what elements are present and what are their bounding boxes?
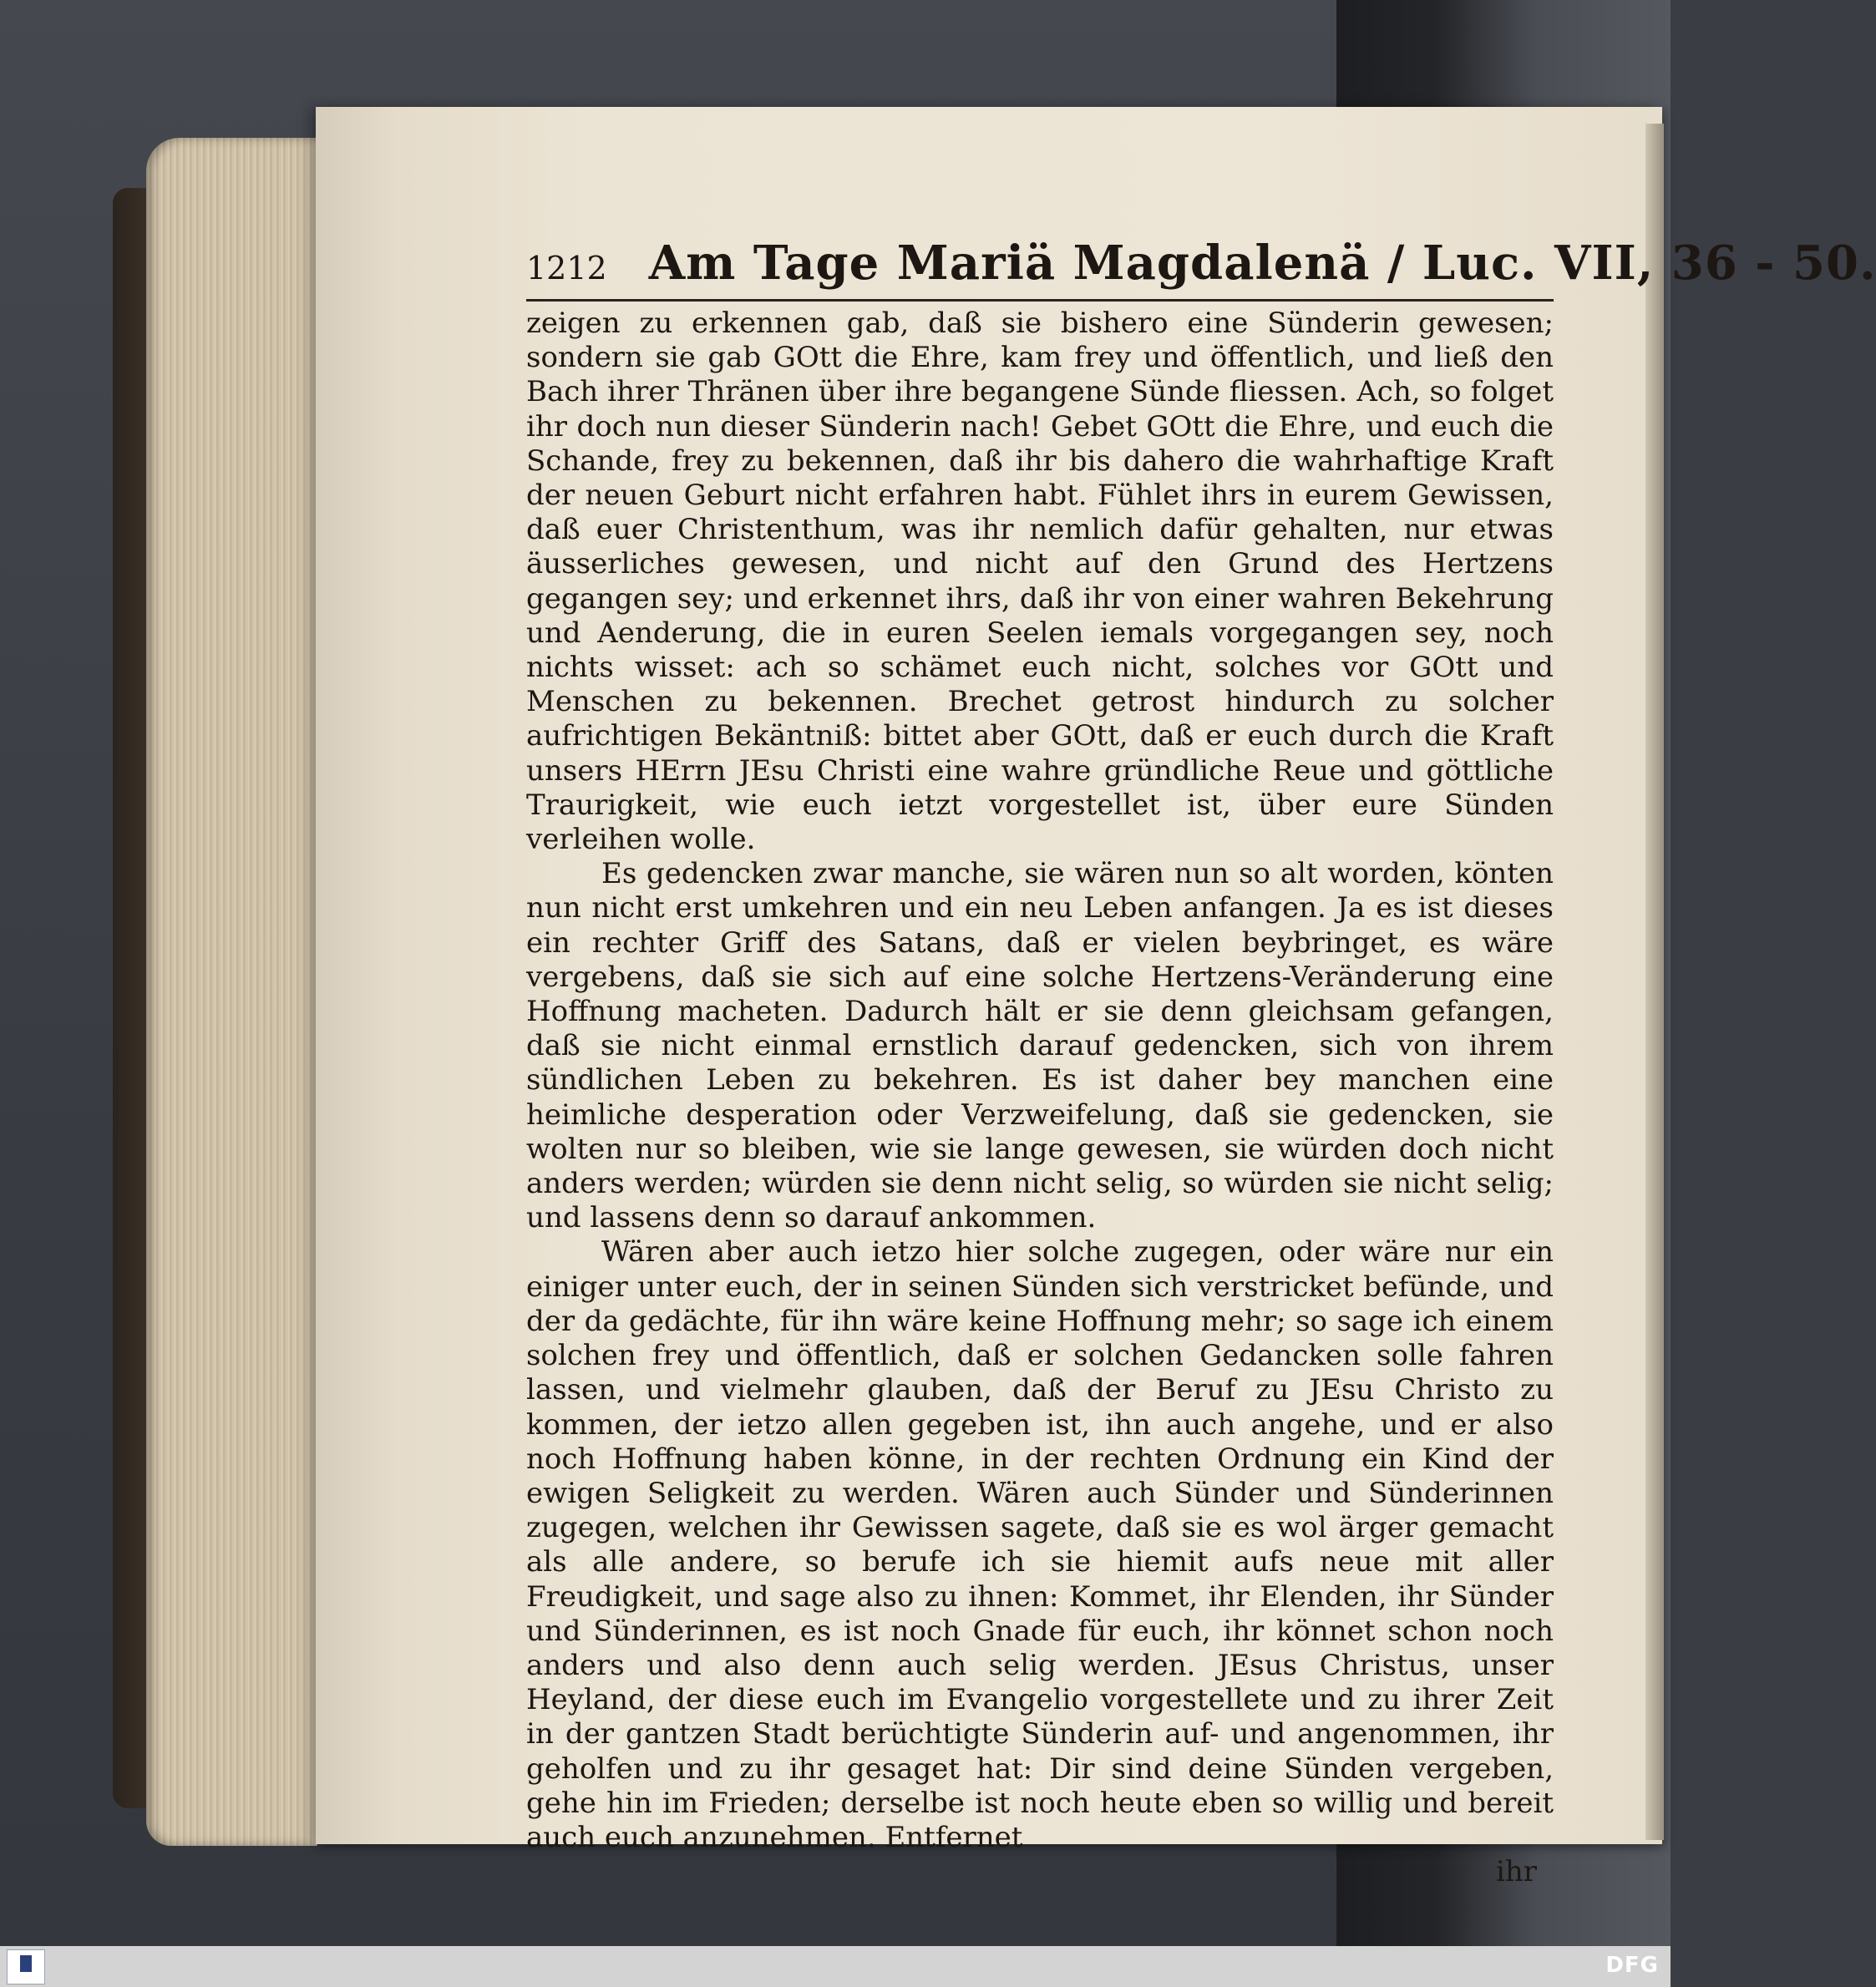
library-logo-icon[interactable] — [7, 1949, 45, 1984]
header-rule — [526, 299, 1554, 302]
paragraph: Wären aber auch ietzo hier solche zugegen, oder wäre nur ein einiger unter euch, der in seinen Sünden sich verstricket befünde, und der da gedächte, für ihn wäre keine Hoffnung mehr; so sage ich einem solchen frey und öffentlich, daß er solchen Gedancken solle fahren lassen, und vielmehr glauben, daß der Beruf zu JEsu Christo zu kommen, der ietzo allen gegeben ist, ihn auch angehe, und er also noch Hoffnung haben könne, in der rechten Ordnung ein Kind der ewigen Seligkeit zu werden. Wären auch Sünder und Sünderinnen zugegen, welchen ihr Gewissen sagete, daß sie es wol ärger gemacht als alle andere, so berufe ich sie hiemit aufs neue mit aller Freudigkeit, und sage also zu ihnen: Kommet, ihr Elenden, ihr Sünder und Sünderinnen, es ist noch Gnade für euch, ihr könnet schon noch anders und also denn auch selig werden. JEsus Christus, unser Heyland, der diese euch im Evangelio vorgestellete und zu ihrer Zeit in der gantzen Stadt berüchtigte Sünderin auf- und angenommen, ihr geholfen und zu ihr gesaget hat: Dir sind deine Sünden vergeben, gehe hin im Frieden; derselbe ist noch heute eben so willig und bereit auch euch anzunehmen. Entfernet — [526, 1235, 1554, 1854]
page-header — [526, 236, 1876, 296]
library-logo-mark — [20, 1955, 32, 1972]
running-head: Am Tage Mariä Magdalenä / Luc. VII, 36 - 50. — [648, 236, 1876, 291]
page-stack-edge — [146, 138, 317, 1846]
page-text-block — [526, 236, 1876, 1889]
page-gutter — [1645, 124, 1664, 1840]
viewer-footer — [0, 1946, 1671, 1987]
body-text — [526, 307, 1554, 1855]
page-number: 1212 — [526, 250, 607, 286]
paragraph: zeigen zu erkennen gab, daß sie bishero eine Sünderin gewesen; sondern sie gab GOtt die Ehre, kam frey und öffentlich, und ließ den Bach ihrer Thränen über ihre begangene Sünde fliessen. Ach, so folget ihr doch nun dieser Sünderin nach! Gebet GOtt die Ehre, und euch die Schande, frey zu bekennen, daß ihr bis dahero die wahrhaftige Kraft der neuen Geburt nicht erfahren habt. Fühlet ihrs in eurem Gewissen, daß euer Christenthum, was ihr nemlich dafür gehalten, nur etwas äusserliches gewesen, und nicht auf den Grund des Hertzens gegangen sey; und erkennet ihrs, daß ihr von einer wahren Bekehrung und Aenderung, die in euren Seelen iemals vorgegangen sey, noch nichts wisset: ach so schämet euch nicht, solches vor GOtt und Menschen zu bekennen. Brechet getrost hindurch zu solcher aufrichtigen Bekäntniß: bittet aber GOtt, daß er euch durch die Kraft unsers HErrn JEsu Christi eine wahre gründliche Reue und göttliche Traurigkeit, wie euch ietzt vorgestellet ist, über eure Sünden verleihen wolle. — [526, 307, 1554, 857]
dfg-logo[interactable]: DFG — [1605, 1953, 1659, 1978]
catchword: ihr — [1495, 1855, 1537, 1889]
paragraph: Es gedencken zwar manche, sie wären nun so alt worden, könten nun nicht erst umkehren und ein neu Leben anfangen. Ja es ist dieses ein rechter Griff des Satans, daß er vielen beybringet, es wäre vergebens, daß sie sich auf eine solche Hertzens-Veränderung eine Hoffnung macheten. Dadurch hält er sie denn gleichsam gefangen, daß sie nicht einmal ernstlich darauf gedencken, sich von ihrem sündlichen Leben zu bekehren. Es ist daher bey manchen eine heimliche desperation oder Verzweifelung, daß sie gedencken, sie wolten nur so bleiben, wie sie lange gewesen, sie würden doch nicht anders werden; würden sie denn nicht selig, so würden sie nicht selig; und lassens denn so darauf ankommen. — [526, 857, 1554, 1235]
